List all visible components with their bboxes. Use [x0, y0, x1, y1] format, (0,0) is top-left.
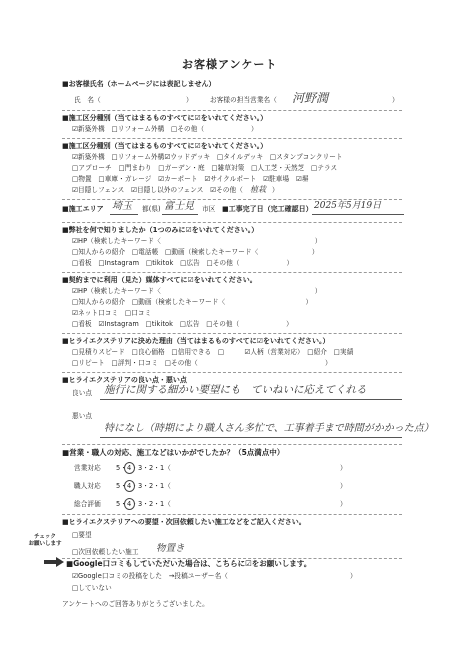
rating-close-overall: ）: [340, 500, 347, 508]
rating-selection-circle: [124, 462, 135, 474]
source-row-2: □知人からの紹介 □電話帳 □動画（検索したキーワード〈 ）: [72, 248, 319, 256]
divider: [62, 222, 402, 223]
rating-scale-craftsman: 5・4・3・2・1（: [116, 482, 171, 490]
pointing-hand-icon: [42, 554, 66, 570]
category-row-4: ☑目隠しフェンス ☑目隠し以外のフェンス ☑その他（: [72, 186, 243, 194]
media-row-4: □看板 ☑Instagram □tikitok □広告 □その他（ ）: [72, 320, 293, 328]
category-row-1: ☑新築外構 □リフォーム外構☑ウッドデッキ □タイルデッキ □スタンプコンクリート: [72, 153, 343, 161]
underline: [100, 399, 402, 400]
type-row-1: ☑新築外構 □リフォーム外構 □その他（ ）: [72, 125, 258, 133]
underline: [110, 214, 138, 215]
name-section-heading: ■お客様氏名（ホームページには表記しません）: [62, 80, 216, 88]
completion-label: ■工事完了日（完工確認日）: [222, 205, 313, 213]
rating-close-craftsman: ）: [340, 482, 347, 490]
divider: [62, 272, 402, 273]
category-row-3: □物置 □車庫・ガレージ ☑カーポート ☑サイクルポート ☑駐車場 ☑塀: [72, 175, 309, 183]
bad-label: 悪い点: [72, 412, 93, 420]
category-row-2: □アプローチ □門まわり □ガーデン・庭 □雑草対策 □人工芝・天然芝 □テラス: [72, 164, 338, 172]
category-other-value: 植栽: [250, 185, 266, 194]
source-row-1: ☑HP（検索したキーワード〈 ）: [72, 237, 322, 245]
area-pref-value: 埼玉: [112, 201, 132, 212]
good-point-value: 施行に関する細かい要望にも ていねいに応えてくれる: [104, 384, 367, 396]
rating-label-overall: 総合評価: [74, 500, 101, 508]
media-row-3: ☑ネット口コミ □口コミ: [72, 309, 152, 317]
divider: [62, 333, 402, 334]
rating-selection-circle: [124, 480, 135, 492]
request-section-heading: ■ヒライエクステリアへの要望・次回依頼したい施工などをご記入ください。: [62, 518, 306, 526]
divider: [62, 514, 402, 515]
google-section-heading: ■Google口コミもしていただいた場合は、こちらに☑をお願いします。: [66, 559, 312, 568]
rating-scale-sales: 5・4・3・2・1（: [116, 464, 171, 472]
divider: [62, 199, 402, 200]
name-close: ）: [186, 96, 193, 104]
underline: [312, 214, 404, 215]
rating-label-sales: 営業対応: [74, 464, 101, 472]
completion-date-value: 2025年5月19日: [314, 201, 382, 211]
divider: [62, 372, 402, 373]
rating-close-sales: ）: [340, 464, 347, 472]
underline: [162, 214, 198, 215]
rating-label-craftsman: 職人対応: [74, 482, 101, 490]
rating-selection-circle: [124, 498, 135, 510]
good-label: 良い点: [72, 389, 93, 397]
next-work-label: □次回依頼したい施工: [72, 548, 139, 556]
area-label: ■施工エリア: [62, 205, 104, 213]
reason-row-1: □見積りスピード □良心価格 □信用できる □ ☑人柄（営業対応） □紹介 □実績: [72, 348, 354, 356]
category-section-heading: ■施工区分種別（当てはまるものすべてに☑をいれてください。）: [62, 142, 268, 150]
divider: [62, 138, 402, 139]
type-section-heading: ■施工区分種別（当てはまるものすべてに☑をいれてください。）: [62, 114, 268, 122]
bad-point-value: 特になし（時期により職人さん多忙で、工事着手まで時間がかかった点）: [104, 423, 434, 434]
footer-thanks: アンケートへのご回答ありがとうございました。: [62, 600, 209, 608]
reason-row-2: □リピート □評判・口コミ □その他（ ）: [72, 359, 332, 367]
page-title: お客様アンケート: [182, 58, 278, 71]
name-label: 氏 名（: [74, 96, 101, 104]
category-other-close: ）: [272, 186, 279, 194]
next-work-value: 物置き: [156, 543, 185, 554]
divider: [62, 444, 402, 445]
reason-section-heading: ■ヒライエクステリアに決めた理由（当てはまるものすべてに☑をいれてください。）: [62, 337, 330, 345]
rating-section-heading: ■営業・職人の対応、施工などはいかがでしたか？（5点満点中）: [62, 448, 285, 457]
media-row-2: □知人からの紹介 □動画（検索したキーワード〈 ）: [72, 298, 313, 306]
area-city-suffix: 市区: [202, 205, 216, 213]
area-city-value: 富士見: [164, 201, 194, 212]
feedback-section-heading: ■ヒライエクステリアの良い点・悪い点: [62, 376, 187, 384]
area-pref-suffix: 都(県): [142, 205, 161, 213]
media-row-1: ☑HP（検索したキーワード〈 ）: [72, 287, 322, 295]
staff-label: お客様の担当営業名（: [210, 96, 277, 104]
source-section-heading: ■弊社を何で知りましたか（1つのみに☑をいれてください。）: [62, 226, 259, 234]
check-request-badge: チェック お願いします: [28, 534, 62, 548]
request-label: □要望: [72, 531, 92, 539]
google-not-posted-option: □していない: [72, 584, 112, 592]
underline: [100, 437, 402, 438]
rating-scale-overall: 5・4・3・2・1（: [116, 500, 171, 508]
media-section-heading: ■契約までに利用（見た）媒体すべてに☑をいれてください。: [62, 276, 257, 284]
divider: [62, 110, 402, 111]
staff-name-value: 河野潤: [292, 91, 329, 105]
staff-close: ）: [392, 96, 399, 104]
google-posted-option: ☑Google口コミの投稿をした →投稿ユーザー名（: [72, 572, 228, 580]
google-posted-close: ）: [350, 572, 357, 580]
source-row-3: □看板 □Instagram □tikitok □広告 □その他（ ）: [72, 259, 294, 267]
